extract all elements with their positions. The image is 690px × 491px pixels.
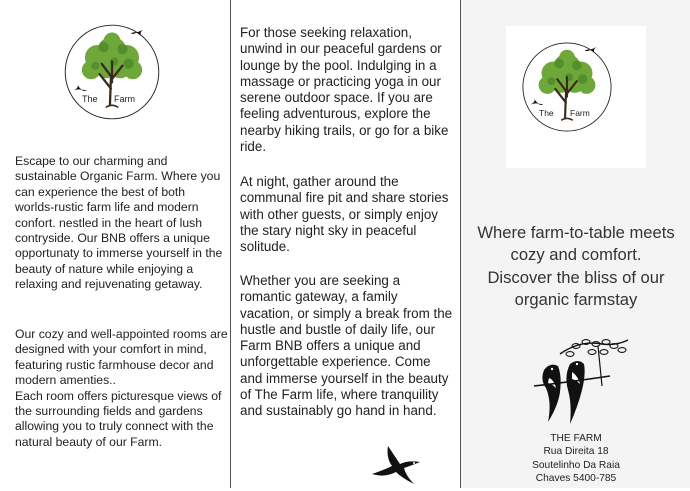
address-city: Chaves 5400-785	[535, 472, 617, 484]
logo-text-the: The	[82, 94, 98, 104]
logo-text-farm: Farm	[570, 108, 590, 118]
rooms-paragraph: Our cozy and well-appointed rooms are designed with your comfort in mind, featuring rustic farmhouse decor and modern amenties..	[15, 327, 228, 388]
address-name: THE FARM	[550, 433, 602, 444]
views-paragraph: Each room offers picturesque views of the surrounding fields and gardens allowing you to truly connect with the natural beauty of our Farm.	[15, 388, 222, 449]
fold-divider-left	[230, 0, 231, 488]
logo-text-the: The	[539, 108, 554, 118]
tagline	[466, 222, 686, 312]
rooms-section	[15, 327, 229, 450]
logo-text-farm: Farm	[114, 94, 135, 104]
swallows-on-branch-icon	[530, 336, 634, 428]
tagline-line-1: Where farm-to-table meets cozy and comfort.	[477, 223, 675, 265]
tagline-line-2: Discover the bliss of our organic farmstay	[487, 267, 665, 310]
tree-logo-icon	[518, 38, 616, 136]
farm-logo-cover	[518, 38, 616, 136]
swallow-icon	[370, 444, 422, 486]
fold-divider-right	[460, 0, 461, 488]
address-village: Soutelinho Da Raia	[532, 459, 620, 471]
address-block	[520, 432, 632, 485]
night-paragraph: At night, gather around the communal fire pit and share stories with other guests, or simply enjoy the stary night sky in peaceful solitude.	[240, 174, 449, 255]
intro-paragraph: Escape to our charming and sustainable Organic Farm. Where you can experience the best of both worlds-rustic farm life and modern confort. nestled in the heart of lush contryside. Our BNB offers a unique opportunaty to immerse yourself in the beauty of nature while enjoying a relaxing and rejuvenating getaway.	[15, 154, 223, 292]
address-street: Rua Direita 18	[543, 446, 609, 458]
experience-paragraph: Whether you are seeking a romantic gateway, a family vacation, or simply a break from the hustle and bustle of daily life, our Farm BNB offers a unique and unforgettable experience. Come and immerse yourself in the beauty of The Farm life, where tranquility and sustainably go hand in hand.	[240, 273, 453, 419]
tree-logo-icon	[60, 20, 164, 124]
relaxation-paragraph: For those seeking relaxation, unwind in our peaceful gardens or lounge by the pool. Indulging in a massage or practicing yoga in our serene outdoor space. If you are feeling adventurous, explore the nearby hiking trails, or go for a bike ride.	[240, 25, 449, 155]
farm-logo	[60, 20, 164, 124]
